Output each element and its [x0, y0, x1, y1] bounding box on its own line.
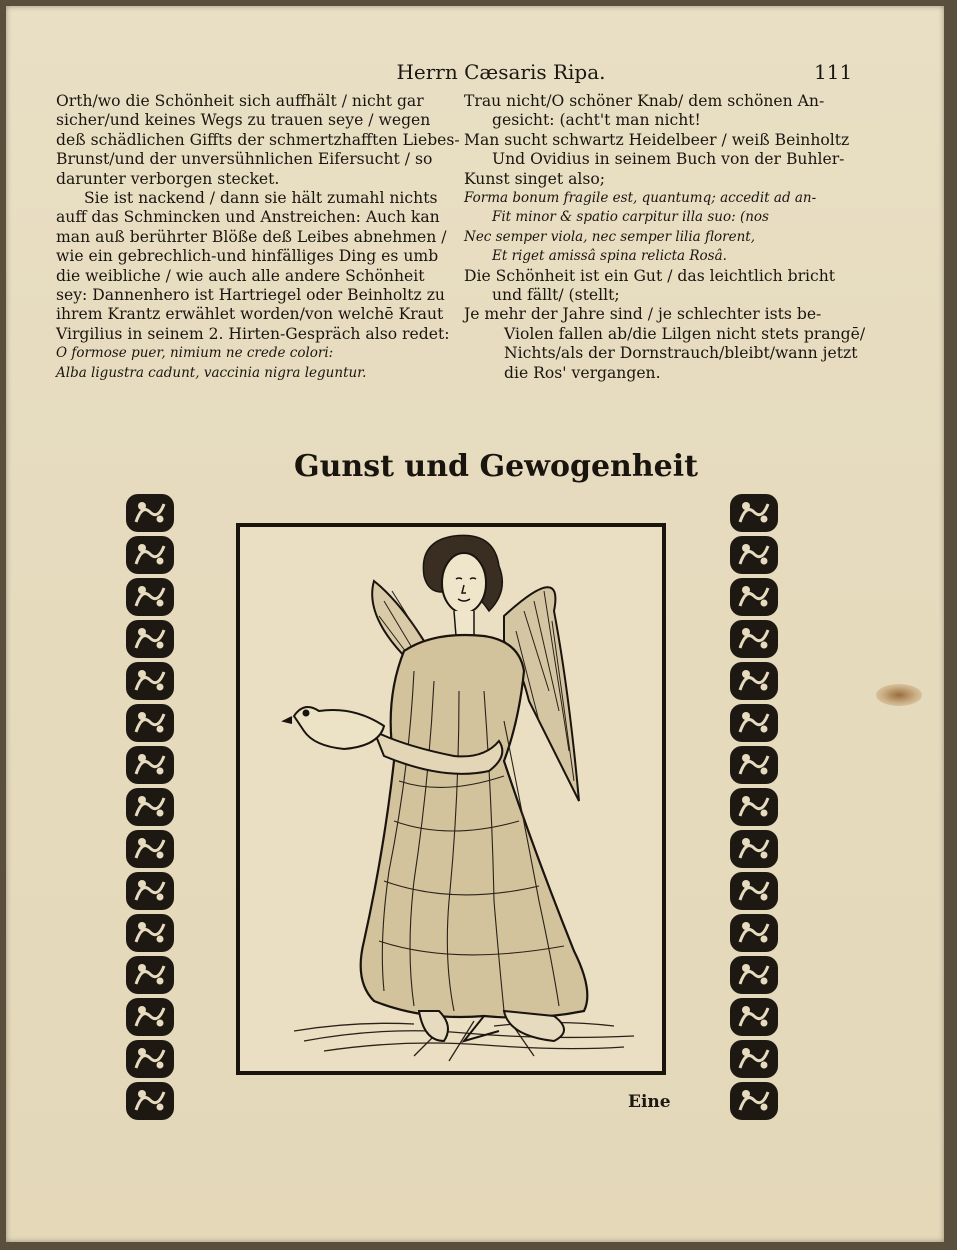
right-ornamental-border: [726, 492, 782, 1122]
ornament-motif: [730, 704, 778, 742]
ornament-motif: [730, 998, 778, 1036]
text-line: Et riget amissâ spina relicta Rosâ.: [492, 248, 727, 265]
text-line: ihrem Krantz erwählet worden/von welchē Kraut: [56, 305, 444, 324]
text-line: Virgilius in seinem 2. Hirten-Gespräch also redet:: [56, 324, 450, 343]
text-line: Trau nicht/O schöner Knab/ dem schönen An-: [464, 92, 825, 110]
ornament-motif: [730, 788, 778, 826]
text-line: die weibliche / wie auch alle andere Schönheit: [56, 266, 425, 285]
ornament-motif: [126, 788, 174, 826]
text-line: O formose puer, nimium ne crede colori:: [56, 345, 334, 362]
text-line: Je mehr der Jahre sind / je schlechter ists be-: [464, 305, 822, 324]
ornament-motif: [126, 662, 174, 700]
text-line: Und Ovidius in seinem Buch von der Buhler-: [492, 150, 845, 169]
left-text-column: [56, 92, 460, 383]
text-line: Nichts/als der Dornstrauch/bleibt/wann jetzt: [504, 344, 858, 363]
ornament-motif: [730, 536, 778, 574]
ornament-motif: [730, 872, 778, 910]
face: [442, 553, 486, 613]
ornament-motif: [126, 1082, 174, 1120]
ornament-motif: [730, 578, 778, 616]
ornament-motif: [126, 578, 174, 616]
section-title: Gunst und Gewogenheit: [293, 449, 699, 484]
ornament-motif: [126, 998, 174, 1036]
page-number: 111: [814, 60, 853, 84]
ornament-motif: [730, 1082, 778, 1120]
text-line: gesicht: (acht't man nicht!: [492, 111, 701, 130]
ornament-motif: [730, 956, 778, 994]
text-line: deß schädlichen Giffts der schmertzhafften Liebes-: [56, 130, 460, 149]
ornament-motif: [126, 536, 174, 574]
ornament-motif: [730, 1040, 778, 1078]
text-line: wie ein gebrechlich-und hinfälliges Ding es umb: [56, 247, 439, 266]
text-line: Violen fallen ab/die Lilgen nicht stets prangē/: [504, 324, 866, 343]
text-line: darunter verborgen stecket.: [56, 169, 280, 188]
text-line: Nec semper viola, nec semper lilia florent,: [464, 228, 755, 245]
ornament-motif: [730, 662, 778, 700]
text-line: Forma bonum fragile est, quantumq; accedit ad an-: [464, 190, 817, 207]
woodcut-illustration: [234, 521, 668, 1077]
ornament-motif: [730, 620, 778, 658]
text-line: Man sucht schwartz Heidelbeer / weiß Beinholtz: [464, 130, 850, 149]
running-header: Herrn Cæsaris Ripa.: [396, 60, 606, 84]
text-line: Sie ist nackend / dann sie hält zumahl nichts: [84, 189, 438, 208]
ornament-motif: [126, 620, 174, 658]
ornament-motif: [126, 914, 174, 952]
text-line: sicher/und keines Wegs zu trauen seye / wegen: [56, 111, 431, 130]
text-line: auff das Schmincken und Anstreichen: Auch kan: [56, 208, 440, 227]
text-line: Alba ligustra cadunt, vaccinia nigra leguntur.: [56, 364, 367, 381]
paper-stain: [876, 684, 922, 706]
left-ornamental-border: [122, 492, 178, 1122]
ornament-motif: [730, 914, 778, 952]
ornament-motif: [126, 956, 174, 994]
text-line: und fällt/ (stellt;: [492, 286, 620, 305]
ornament-motif: [730, 746, 778, 784]
ornament-motif: [126, 1040, 174, 1078]
catchword: Eine: [628, 1092, 671, 1112]
ornament-motif: [730, 830, 778, 868]
text-line: Die Schönheit ist ein Gut / das leichtlich bricht: [464, 266, 836, 285]
text-line: Kunst singet also;: [464, 169, 606, 188]
text-line: Orth/wo die Schönheit sich auffhält / nicht gar: [56, 92, 424, 110]
text-line: sey: Dannenhero ist Hartriegel oder Beinholtz zu: [56, 286, 445, 305]
text-line: man auß berührter Blöße deß Leibes abnehmen /: [56, 227, 447, 246]
ornament-motif: [126, 830, 174, 868]
text-line: die Ros' vergangen.: [504, 363, 661, 382]
text-line: Brunst/und der unversühnlichen Eifersucht / so: [56, 150, 433, 169]
right-text-column: [464, 92, 866, 383]
ornament-motif: [126, 746, 174, 784]
ornament-motif: [730, 494, 778, 532]
ornament-motif: [126, 704, 174, 742]
book-page: [6, 6, 944, 1242]
ornament-motif: [126, 494, 174, 532]
ornament-motif: [126, 872, 174, 910]
text-line: Fit minor & spatio carpitur illa suo: (nos: [492, 209, 769, 226]
